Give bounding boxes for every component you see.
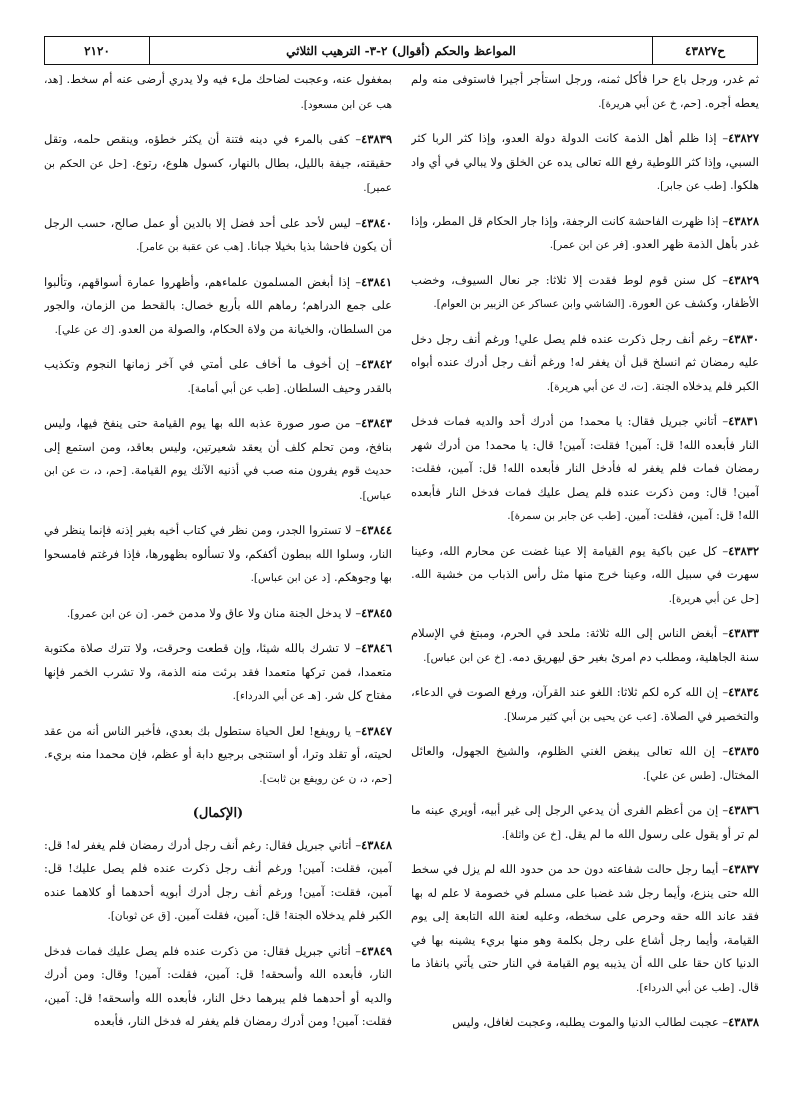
hadith-entry	[411, 799, 759, 847]
hadith-number: ٤٣٨٣٠	[728, 331, 759, 346]
hadith-source: [هب عن عقبة بن عامر].	[136, 241, 244, 253]
hadith-text: – لا تشرك بالله شيئا، وإن قطعت وحرقت، ولا تترك صلاة مكتوبة متعمدا، فمن تركها متعمدا فقد برئت منه الذمة، ولا تشرب الخمر فإنها مفتاح كل شر.	[44, 641, 392, 702]
hadith-number: ٤٣٨٤٢	[361, 357, 392, 371]
hadith-entry	[411, 740, 759, 788]
hadith-entry	[411, 269, 759, 317]
hadith-entry	[411, 681, 759, 729]
hadith-entry	[411, 127, 759, 199]
hadith-entry	[44, 412, 392, 508]
hadith-entry	[411, 410, 759, 529]
hadith-source: [طب عن جابر].	[656, 180, 727, 192]
hadith-source: [حم، خ عن أبي هريرة].	[598, 97, 701, 110]
hadith-text: – إذا ظهرت الفاحشة كانت الرجفة، وإذا جار الحكام قل المطر، وإذا غدر بأهل الذمة ظهر العدو.	[411, 213, 759, 251]
hadith-entry	[44, 834, 392, 929]
hadith-text: – كفى بالمرء في دينه فتنة أن يكثر خطؤه، وينقص حلمه، وتقل حقيقته، جيفة بالليل، بطال بالنهار، كسول هلوع، رتوع.	[44, 132, 392, 170]
hadith-number: ٤٣٨٤٨	[361, 837, 392, 852]
hadith-source: [طب عن أبي الدرداء].	[636, 981, 735, 994]
hadith-text: – رغم أنف رجل ذكرت عنده فلم يصل علي! ورغم أنف رجل دخل عليه رمضان ثم انسلخ قبل أن يغفر له! ورغم أنف رجل أدرك عنده أبواه الكبر فلم يدخلاه الجنة.	[411, 331, 759, 393]
page-title: المواعظ والحكم (أقوال) ٢-٣- الترهيب الثلاثي	[149, 37, 652, 64]
hadith-number: ٤٣٨٢٩	[728, 272, 759, 287]
hadith-text: – أيما رجل حالت شفاعته دون حد من حدود الله لم يزل في سخط الله حتى ينزع، وأيما رجل شد غضبا على مسلم في خصومة لا علم له بها فقد عاند الله حقه وحرص على سخطه، وعليه لعنة الله التابعة إلى يوم القيامة، وأيما رجل أشاع على رجل بكلمة وهو منها بريء يشينه بها في الدنيا كان حقا على الله أن يذيبه يوم القيامة في النار حتى يأتي بانفاذ ما قال.	[411, 862, 759, 994]
hadith-entry	[411, 1011, 759, 1035]
hadith-source: [طس عن علي].	[642, 769, 716, 782]
section-title: (الإكمال)	[192, 806, 244, 821]
hadith-entry	[44, 68, 392, 117]
hadith-source: [ن عن ابن عمرو].	[66, 607, 148, 620]
hadith-number: ٤٣٨٣٣	[728, 626, 759, 640]
hadith-entry	[411, 622, 759, 670]
hadith-source: [خ عن ابن عباس].	[423, 651, 506, 664]
hadith-entry	[411, 68, 759, 116]
hadith-text: – يا رويفع! لعل الحياة ستطول بك بعدي، فأخبر الناس أنه من عقد لحيته، أو تقلد وترا، أو استنجى برجيع دابة أو عظم، فإن محمدا منه بريء.	[44, 723, 392, 761]
hadith-number: ٤٣٨٣١	[728, 414, 759, 428]
hadith-text: – ليس لأحد على أحد فضل إلا بالدين أو عمل صالح، حسب الرجل أن يكون فاحشا بذيا بخيلا جبانا.	[44, 215, 392, 253]
hadith-entry	[44, 940, 392, 1034]
hadith-text: – إذا أبغض المسلمون علماءهم، وأظهروا عمارة أسواقهم، وتألبوا على جمع الدراهم؛ رماهم الله بأربع خصال: بالقحط من الزمان، والجور من السلطان، والخيانة من ولاة الحكام، والصولة من العدو.	[44, 274, 392, 336]
page-header	[44, 36, 758, 65]
hadith-text: ثم غدر، ورجل باع حرا فأكل ثمنه، ورجل استأجر أجيرا فاستوفى منه ولم يعطه أجره.	[411, 72, 759, 110]
hadith-text: – أتاني جبريل فقال: من ذكرت عنده فلم يصل عليك فمات فدخل النار، فأبعده الله وأسحقه! قل: آمين، فقلت: آمين! وقال: ومن أدرك والديه أو أحدهما فلم يبرهما دخل النار، فأبعده الله وأسحقه! قل: آمين، فقلت: آمين! ومن أدرك رمضان فلم يغفر له فدخل النار، فأبعده	[44, 943, 392, 1028]
hadith-number: ٤٣٨٣٨	[728, 1015, 759, 1029]
hadith-entry	[411, 540, 759, 612]
hadith-source: [ق عن ثوبان].	[107, 910, 171, 922]
hadith-number: ٤٣٨٤٩	[361, 943, 392, 958]
hadith-source: [طب عن أبي أمامة].	[187, 382, 280, 395]
hadith-number: ٤٣٨٣٦	[728, 803, 759, 817]
hadith-entry	[44, 519, 392, 591]
hadith-text: – إن الله كره لكم ثلاثا: اللغو عند القرآن، ورفع الصوت في الدعاء، والتخصير في الصلاة.	[411, 685, 759, 723]
hadith-number: ٤٣٨٤١	[361, 274, 392, 289]
left-column	[44, 68, 392, 1088]
hadith-source: [طب عن جابر بن سمرة].	[507, 510, 621, 522]
hadith-range: ح٤٣٨٢٧	[652, 37, 757, 64]
hadith-text: بمغفول عنه، وعجبت لضاحك ملء فيه ولا يدري أرضى عنه أم سخط.	[66, 72, 392, 86]
hadith-entry	[44, 212, 392, 260]
hadith-text: – إن من أعظم الفرى أن يدعي الرجل إلى غير أبيه، أويري عينه ما لم تر أو يقول على رسول الله ما لم يقل.	[411, 803, 759, 841]
hadith-source: [ت، ك عن أبي هريرة].	[546, 380, 648, 393]
left-column-top	[44, 68, 392, 791]
hadith-entry	[411, 858, 759, 1000]
hadith-number: ٤٣٨٤٦	[361, 641, 392, 655]
page-number: ٢١٢٠	[84, 43, 110, 58]
hadith-entry	[44, 128, 392, 201]
hadith-source: [الشاشي وابن عساكر عن الزبير بن العوام].	[433, 298, 625, 310]
hadith-entry	[44, 720, 392, 792]
hadith-number: ٤٣٨٣٩	[361, 132, 392, 146]
hadith-source: [ك عن علي].	[54, 323, 115, 336]
left-column-bottom	[44, 834, 392, 1034]
hadith-source: [حم، د، ن عن رويفع بن ثابت].	[259, 772, 392, 785]
hadith-text: – إذا ظلم أهل الذمة كانت الدولة دولة العدو، وإذا كثر الربا كثر السبي، وإذا كثر اللوطية رفع الله تعالى يده عن الخلق ولا يبالي في أي واد هلكوا.	[411, 131, 759, 192]
hadith-source: [هد، هب عن ابن مسعود].	[44, 74, 392, 111]
hadith-entry	[44, 353, 392, 401]
hadith-number: ٤٣٨٣٧	[728, 862, 759, 876]
hadith-text: – عجبت لطالب الدنيا والموت يطلبه، وعجبت لغافل، وليس	[452, 1015, 729, 1029]
hadith-text: – إن أخوف ما أخاف على أمتي في آخر زمانها النجوم وتكذيب بالقدر وحيف السلطان.	[44, 357, 392, 395]
hadith-source: [فر عن ابن عمر].	[549, 239, 629, 251]
right-column	[411, 68, 759, 1088]
hadith-text: – لا تستروا الجدر، ومن نظر في كتاب أخيه بغير إذنه فإنما ينظر في النار، وسلوا الله ببطون أكفكم، ولا تسألوه بظهورها، فإذا فرغتم فامسحوا بها وجوهكم.	[44, 523, 392, 584]
hadith-text: – إن الله تعالى يبغض الغني الظلوم، والشيخ الجهول، والعائل المختال.	[411, 744, 759, 782]
hadith-number: ٤٣٨٣٤	[728, 685, 759, 699]
hadith-entry	[44, 271, 392, 343]
hadith-text: – أبغض الناس إلى الله ثلاثة: ملحد في الحرم، ومبتغ في الإسلام سنة الجاهلية، ومطلب دم امرئ بغير حق ليهريق دمه.	[411, 626, 759, 664]
hadith-source: [عب عن يحيى بن أبي كثير مرسلا].	[503, 710, 657, 723]
hadith-number: ٤٣٨٣٥	[728, 744, 759, 758]
hadith-entry	[44, 602, 392, 627]
hadith-entry	[411, 210, 759, 258]
hadith-source: [حل عن الحكم بن عمير].	[44, 157, 392, 194]
hadith-number: ٤٣٨٤٠	[361, 215, 392, 230]
hadith-source: [حل عن أبي هريرة].	[668, 592, 759, 605]
hadith-source: [حم، د، ت عن ابن عباس].	[44, 465, 392, 502]
hadith-text: – كل سنن قوم لوط فقدت إلا ثلاثا: جر نعال السيوف، وخضب الأظفار، وكشف عن العورة.	[411, 272, 759, 310]
hadith-entry	[44, 637, 392, 709]
hadith-text: – كل عين باكية يوم القيامة إلا عينا غضت عن محارم الله، وعينا سهرت في سبيل الله، وعينا خرج منها مثل رأس الذباب من خشية الله.	[411, 543, 759, 581]
hadith-number: ٤٣٨٤٥	[361, 605, 392, 620]
hadith-source: [د عن ابن عباس].	[250, 572, 331, 584]
hadith-text: – أتاني جبريل فقال: رغم أنف رجل أدرك رمضان فلم يغفر له! قل: آمين، فقلت: آمين! ورغم أنف رجل ذكرت عنده فلم يصل عليك! قل: آمين، فقلت: آمين! ورغم أنف رجل أدرك أبويه أحدهما أو كلاهما عنده الكبر فلم يدخلاه الجنة! قل: آمين، فقلت آمين.	[44, 837, 392, 922]
hadith-number: ٤٣٨٢٨	[728, 213, 759, 228]
hadith-text: – لا يدخل الجنة منان ولا عاق ولا مدمن خمر.	[151, 605, 362, 620]
hadith-entry	[411, 328, 759, 400]
hadith-source: [هـ عن أبي الدرداء].	[232, 690, 321, 702]
hadith-source: [خ عن واثلة].	[501, 828, 562, 841]
hadith-number: ٤٣٨٤٣	[361, 416, 392, 430]
hadith-number: ٤٣٨٢٧	[728, 131, 759, 145]
hadith-number: ٤٣٨٤٤	[361, 523, 392, 537]
hadith-number: ٤٣٨٤٧	[361, 723, 392, 738]
hadith-text: – من صور صورة عذبه الله بها يوم القيامة حتى ينفخ فيها، وليس بنافخ، ومن تحلم كلف أن يعقد شعيرتين، وليس بعاقد، ومن استمع إلى حديث قوم يفرون منه صب في أذنيه الآنك يوم القيامة.	[44, 416, 392, 477]
hadith-text: – أتاني جبريل فقال: يا محمد! من أدرك أحد والديه فمات فدخل النار فأبعده الله! قل: آمين! فقلت: آمين! قال: يا محمد! من أدرك شهر رمضان فمات فلم يغفر له فأدخل النار فأبعده الله! قل: آمين، فقلت: آمين! قال: ومن ذكرت عنده فلم يصل عليك فمات فدخل النار فأبعده الله! قل: آمين، فقلت: آمين.	[411, 414, 759, 522]
hadith-number: ٤٣٨٣٢	[728, 543, 759, 558]
